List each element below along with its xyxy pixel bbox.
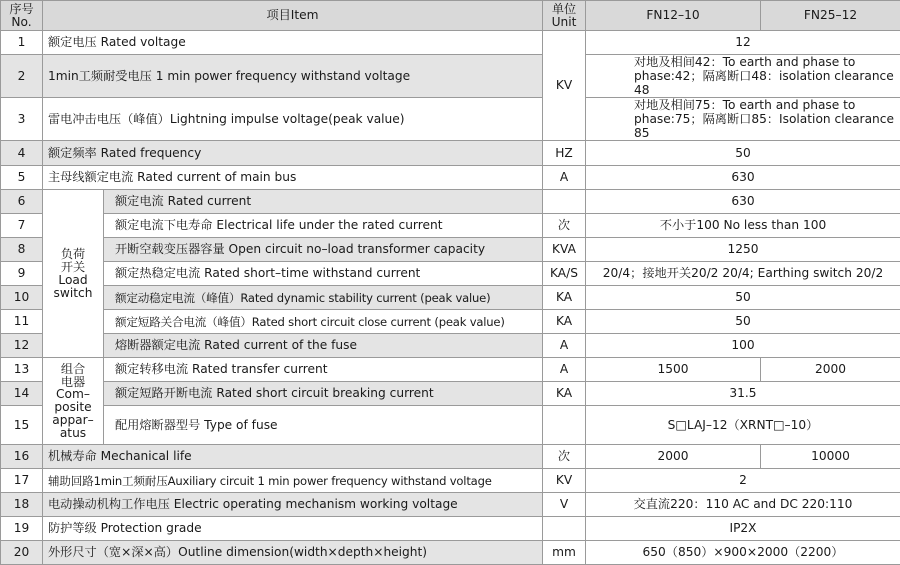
row-unit: 次: [543, 214, 586, 238]
row-unit: HZ: [543, 141, 586, 166]
row-unit: KA: [543, 310, 586, 334]
row-number: 13: [1, 358, 43, 382]
table-row: [1, 55, 900, 98]
group-load-switch: 负荷 开关 Load switch: [43, 190, 104, 358]
row-value: 对地及相间42：To earth and phase to phase:42；隔离断口48：isolation clearance 48: [586, 55, 900, 98]
row-value: 50: [586, 286, 900, 310]
table-row: [1, 286, 900, 310]
row-number: 20: [1, 541, 43, 565]
row-value: 31.5: [586, 382, 900, 406]
row-unit: A: [543, 334, 586, 358]
row-value: 630: [586, 190, 900, 214]
row-number: 8: [1, 238, 43, 262]
row-unit: mm: [543, 541, 586, 565]
table-row: [1, 310, 900, 334]
table-row: [1, 262, 900, 286]
row-unit: V: [543, 493, 586, 517]
row-item: 额定短路开断电流 Rated short circuit breaking current: [104, 382, 543, 406]
row-item: 主母线额定电流 Rated current of main bus: [43, 166, 543, 190]
row-unit: [543, 517, 586, 541]
row-unit: 次: [543, 445, 586, 469]
row-item: 额定短路关合电流（峰值）Rated short circuit close current (peak value): [104, 310, 543, 334]
row-item: 外形尺寸（宽×深×高）Outline dimension(width×depth×height): [43, 541, 543, 565]
table-row: [1, 98, 900, 141]
row-item: 额定热稳定电流 Rated short–time withstand current: [104, 262, 543, 286]
row-value: 12: [586, 31, 900, 55]
row-value: 630: [586, 166, 900, 190]
row-value: 20/4；接地开关20/2 20/4; Earthing switch 20/2: [586, 262, 900, 286]
row-value: 交直流220：110 AC and DC 220:110: [586, 493, 900, 517]
row-number: 14: [1, 382, 43, 406]
row-value: IP2X: [586, 517, 900, 541]
table-row: [1, 541, 900, 565]
row-unit: KA: [543, 286, 586, 310]
row-value-fn25: 2000: [761, 358, 900, 382]
table-row: [1, 141, 900, 166]
header-model-fn12: FN12–10: [586, 1, 761, 31]
row-value: 2: [586, 469, 900, 493]
row-item: 辅助回路1min工频耐压Auxiliary circuit 1 min power frequency withstand voltage: [43, 469, 543, 493]
table-row: [1, 238, 900, 262]
row-item: 配用熔断器型号 Type of fuse: [104, 406, 543, 445]
row-item: 开断空载变压器容量 Open circuit no–load transformer capacity: [104, 238, 543, 262]
header-unit: 单位 Unit: [543, 1, 586, 31]
row-number: 16: [1, 445, 43, 469]
row-item: 额定动稳定电流（峰值）Rated dynamic stability current (peak value): [104, 286, 543, 310]
row-number: 9: [1, 262, 43, 286]
row-item: 额定电压 Rated voltage: [43, 31, 543, 55]
row-value: 1250: [586, 238, 900, 262]
table-row: [1, 358, 900, 382]
table-row: [1, 469, 900, 493]
row-item: 机械寿命 Mechanical life: [43, 445, 543, 469]
row-value-fn12: 2000: [586, 445, 761, 469]
row-value: 50: [586, 310, 900, 334]
row-unit: A: [543, 358, 586, 382]
row-value: 650（850）×900×2000（2200）: [586, 541, 900, 565]
row-value: S□LAJ–12（XRNT□–10）: [586, 406, 900, 445]
row-number: 4: [1, 141, 43, 166]
row-number: 2: [1, 55, 43, 98]
row-item: 额定电流 Rated current: [104, 190, 543, 214]
header-model-fn25: FN25–12: [761, 1, 900, 31]
row-item: 防护等级 Protection grade: [43, 517, 543, 541]
header-no: 序号 No.: [1, 1, 43, 31]
table-row: [1, 493, 900, 517]
row-number: 7: [1, 214, 43, 238]
row-number: 3: [1, 98, 43, 141]
header-item: 项目Item: [43, 1, 543, 31]
row-unit: KA: [543, 382, 586, 406]
row-number: 12: [1, 334, 43, 358]
table-row: [1, 214, 900, 238]
row-value-fn25: 10000: [761, 445, 900, 469]
table-row: [1, 190, 900, 214]
row-value: 不小于100 No less than 100: [586, 214, 900, 238]
row-unit: [543, 190, 586, 214]
row-number: 17: [1, 469, 43, 493]
row-item: 额定频率 Rated frequency: [43, 141, 543, 166]
row-unit: KVA: [543, 238, 586, 262]
row-number: 11: [1, 310, 43, 334]
row-number: 10: [1, 286, 43, 310]
table-row: [1, 517, 900, 541]
row-item: 电动操动机构工作电压 Electric operating mechanism working voltage: [43, 493, 543, 517]
row-value: 对地及相间75：To earth and phase to phase:75；隔离断口85：Isolation clearance 85: [586, 98, 900, 141]
table-row: [1, 406, 900, 445]
row-item: 额定转移电流 Rated transfer current: [104, 358, 543, 382]
row-value: 100: [586, 334, 900, 358]
row-unit: A: [543, 166, 586, 190]
row-unit: [543, 406, 586, 445]
row-value-fn12: 1500: [586, 358, 761, 382]
row-value: 50: [586, 141, 900, 166]
row-item: 雷电冲击电压（峰值）Lightning impulse voltage(peak value): [43, 98, 543, 141]
table-header-row: [1, 1, 900, 31]
row-unit: KA/S: [543, 262, 586, 286]
row-item: 熔断器额定电流 Rated current of the fuse: [104, 334, 543, 358]
row-unit: KV: [543, 469, 586, 493]
table-row: [1, 166, 900, 190]
row-number: 5: [1, 166, 43, 190]
row-number: 19: [1, 517, 43, 541]
row-item: 1min工频耐受电压 1 min power frequency withstand voltage: [43, 55, 543, 98]
row-number: 15: [1, 406, 43, 445]
row-item: 额定电流下电寿命 Electrical life under the rated current: [104, 214, 543, 238]
table-row: [1, 445, 900, 469]
group-composite-apparatus: 组合 电器 Com– posite appar– atus: [43, 358, 104, 445]
row-unit-kv: KV: [543, 31, 586, 141]
row-number: 6: [1, 190, 43, 214]
table-row: [1, 31, 900, 55]
row-number: 18: [1, 493, 43, 517]
table-row: [1, 334, 900, 358]
table-row: [1, 382, 900, 406]
row-number: 1: [1, 31, 43, 55]
